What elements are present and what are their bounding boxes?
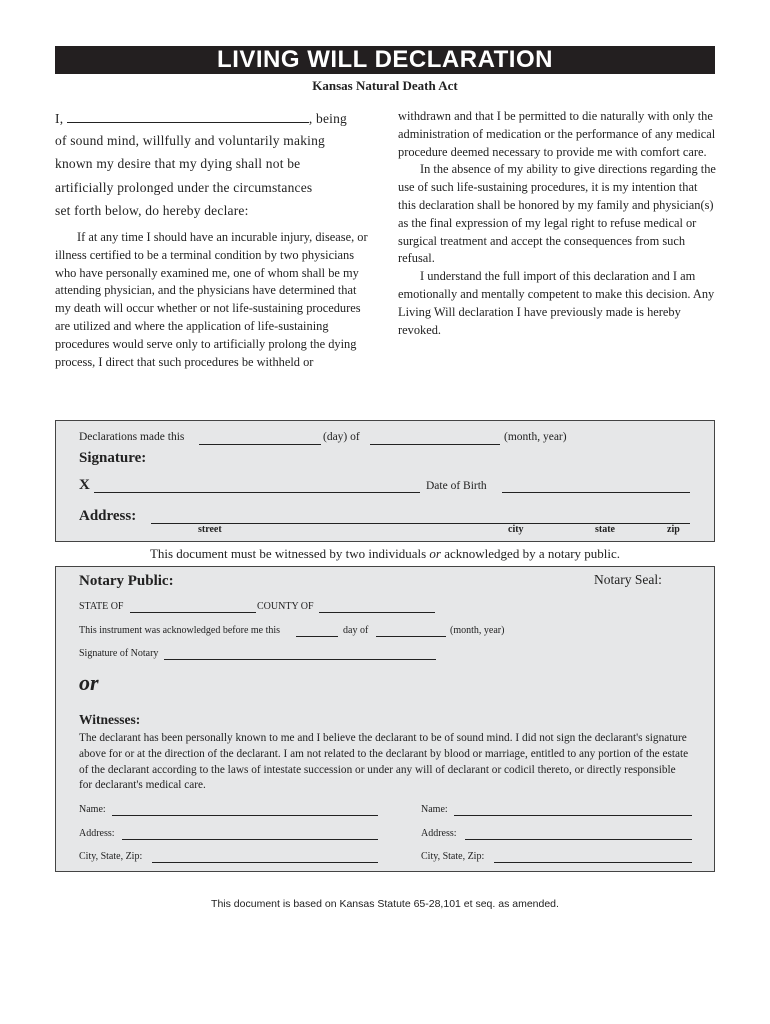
intro-line-2: of sound mind, willfully and voluntarily making — [55, 133, 325, 148]
witness-2-address-field[interactable] — [465, 839, 692, 840]
right-paragraph-1: withdrawn and that I be permitted to die naturally with only the administration of medication or the performance of any medical procedure deemed necessary to provide me with comfort care. — [398, 109, 716, 159]
intro-prefix: I, — [55, 111, 64, 126]
declaration-month-year-field[interactable] — [370, 444, 500, 445]
notary-box — [55, 566, 715, 872]
month-year-label: (month, year) — [504, 431, 567, 443]
acknowledged-month-field[interactable] — [376, 636, 446, 637]
declarations-made-label: Declarations made this — [79, 431, 185, 443]
document-title: LIVING WILL DECLARATION — [55, 46, 715, 74]
county-of-label: COUNTY OF — [257, 601, 314, 612]
witness-2-name-field[interactable] — [454, 815, 692, 816]
intro-line-5: set forth below, do hereby declare: — [55, 203, 249, 218]
address-label: Address: — [79, 508, 137, 524]
witness-1-city-field[interactable] — [152, 862, 378, 863]
state-of-field[interactable] — [130, 612, 256, 613]
witness-1-name-field[interactable] — [112, 815, 378, 816]
witness-note-part-b: acknowledged by a notary public. — [444, 546, 621, 561]
witness-1-address-label: Address: — [79, 828, 115, 839]
footer-note: This document is based on Kansas Statute 65-28,101 et seq. as amended. — [211, 898, 559, 910]
month-year-label: (month, year) — [450, 625, 505, 636]
witness-note — [0, 546, 770, 562]
intro-line-1 — [55, 110, 347, 127]
zip-label: zip — [667, 524, 680, 535]
day-of-label: day of — [343, 625, 369, 636]
witness-1-city-label: City, State, Zip: — [79, 851, 143, 862]
right-paragraph-3: I understand the full import of this declaration and I am emotionally and mentally competent to make this decision. Any Living Will declaration I have previously made is hereby revoked. — [398, 269, 715, 337]
left-column-body — [55, 229, 375, 371]
witness-2-address-label: Address: — [421, 828, 457, 839]
intro-line-4: artificially prolonged under the circumstances — [55, 180, 313, 195]
notary-seal-label: Notary Seal: — [594, 572, 662, 587]
notary-public-label: Notary Public: — [79, 573, 174, 589]
witness-1-address-field[interactable] — [122, 839, 378, 840]
witness-statement: The declarant has been personally known to me and I believe the declarant to be of sound mind. I did not sign the declarant's signature above for or at the direction of the declarant. I am not related to the declarant by blood or marriage, entitled to any portion of the estate of the declarant according to the laws of intestate succession or under any will of declarant or codicil thereto, or directly responsible for declarant's medical care. — [79, 732, 689, 792]
acknowledged-label: This instrument was acknowledged before me this — [79, 625, 281, 636]
witness-1-name-label: Name: — [79, 804, 106, 815]
intro-line-3: known my desire that my dying shall not be — [55, 156, 301, 171]
date-of-birth-label: Date of Birth — [426, 480, 487, 492]
or-label: or — [79, 670, 99, 695]
document-subtitle: Kansas Natural Death Act — [312, 78, 458, 93]
street-label: street — [198, 524, 222, 535]
notary-signature-field[interactable] — [164, 659, 436, 660]
day-of-label: (day) of — [323, 431, 360, 443]
witness-2-city-field[interactable] — [494, 862, 692, 863]
witness-2-name-label: Name: — [421, 804, 448, 815]
city-label: city — [508, 524, 524, 535]
witnesses-label: Witnesses: — [79, 712, 141, 727]
declaration-day-field[interactable] — [199, 444, 321, 445]
right-paragraph-2: In the absence of my ability to give directions regarding the use of such life-sustaining procedures, it is my intention that this declaration shall be honored by my family and physician(s) as the final expression of my legal right to refuse medical or surgical treatment and accept the consequences from such refusal. — [398, 162, 716, 266]
state-label: state — [595, 524, 615, 535]
left-paragraph: If at any time I should have an incurable injury, disease, or illness certified to be a terminal condition by two physicians who have personally examined me, one of whom shall be my attending physician, and the physicians have determined that my death will occur whether or not life-sustaining procedures are utilized and where the application of life-sustaining procedures would serve only to artificially prolong the dying process, I direct that such procedures be withheld or — [55, 230, 368, 369]
state-of-label: STATE OF — [79, 601, 124, 612]
witness-note-part-a: This document must be witnessed by two individuals — [149, 546, 427, 561]
witness-note-or: or — [429, 546, 441, 561]
signature-box — [55, 420, 715, 542]
signature-field[interactable] — [94, 492, 420, 493]
county-of-field[interactable] — [319, 612, 435, 613]
signature-of-notary-label: Signature of Notary — [79, 648, 159, 659]
signature-label: Signature: — [79, 450, 147, 466]
signature-x-mark: X — [79, 477, 90, 493]
right-column-body — [398, 108, 718, 339]
intro-suffix: , being — [308, 111, 348, 126]
acknowledged-day-field[interactable] — [296, 636, 338, 637]
date-of-birth-field[interactable] — [502, 492, 690, 493]
declarant-name-field[interactable] — [67, 110, 309, 123]
witness-2-city-label: City, State, Zip: — [421, 851, 485, 862]
